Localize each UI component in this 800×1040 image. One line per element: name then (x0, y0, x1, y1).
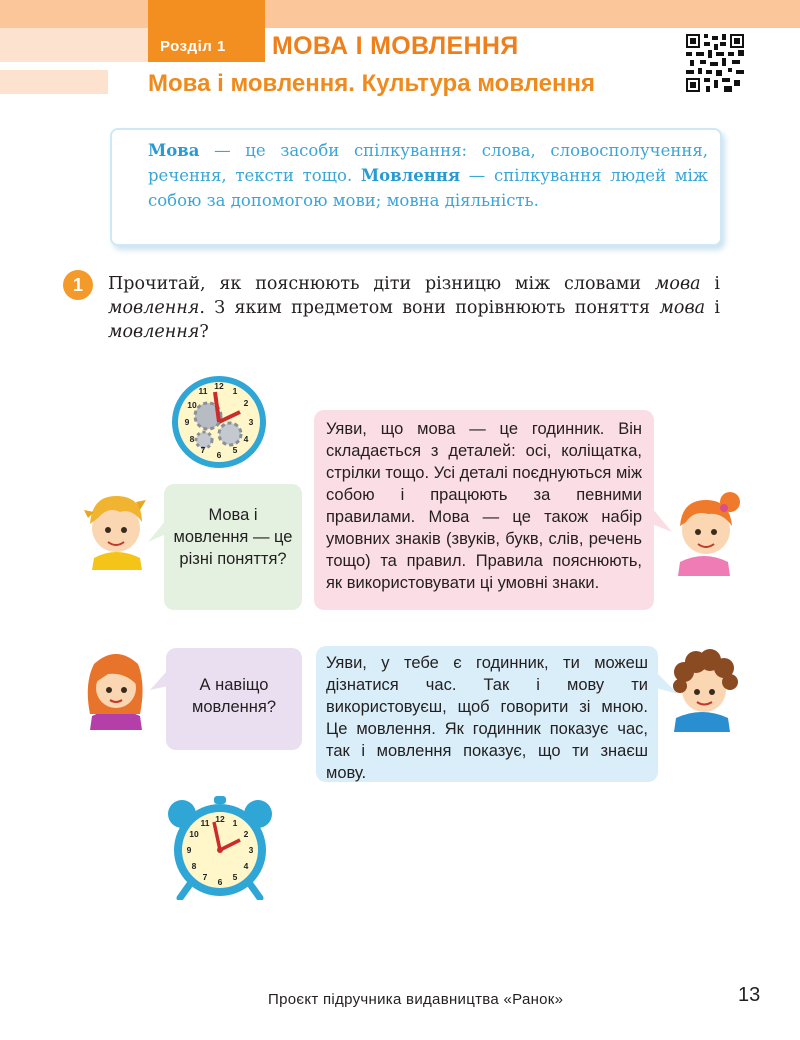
clock-number: 8 (191, 861, 197, 871)
task-word: мовлення (108, 298, 200, 318)
girl-avatar-long-hair (78, 644, 154, 730)
gear-clock-illustration (168, 374, 270, 470)
clock-number: 4 (243, 861, 249, 871)
page-number: 13 (738, 984, 761, 1006)
clock-number: 11 (198, 386, 208, 396)
clock-number: 9 (184, 417, 190, 427)
clock-number: 11 (200, 818, 210, 828)
clock-number: 8 (189, 434, 195, 444)
section-title: МОВА І МОВЛЕННЯ (272, 32, 519, 60)
clock-number: 10 (189, 829, 199, 839)
clock-number: 6 (216, 450, 222, 460)
section-label: Розділ 1 (160, 38, 226, 55)
girl-avatar-pigtails (664, 486, 744, 576)
clock-number: 9 (186, 845, 192, 855)
clock-number: 3 (248, 845, 254, 855)
task-part: і (705, 298, 721, 318)
speech-bubble-answer-2: Уяви, у тебе є годинник, ти можеш дізнатися час. Так і мову ти використовуєш, щоб говорити зі мною. Це мовлення. Як годинник показує час, так і мовлення показує, що ти знаєш мову. (316, 646, 658, 782)
curly-boy-avatar (662, 640, 744, 732)
task-part: і (700, 274, 720, 294)
header-strip (0, 28, 148, 62)
task-part: Прочитай, як пояснюють діти різницю між словами (108, 274, 655, 294)
speech-bubble-question-2: А навіщо мовлення? (166, 648, 302, 750)
clock-number: 5 (232, 872, 238, 882)
clock-number: 5 (232, 445, 238, 455)
clock-number: 2 (243, 398, 249, 408)
header-band (0, 0, 800, 28)
task-number-badge: 1 (63, 270, 93, 300)
publisher-footer: Проєкт підручника видавництва «Ранок» (268, 991, 564, 1008)
clock-number: 2 (243, 829, 249, 839)
clock-number: 3 (248, 417, 254, 427)
task-word: мова (659, 298, 706, 318)
clock-number: 6 (217, 877, 223, 887)
lesson-title: Мова і мовлення. Культура мовлення (148, 70, 596, 97)
alarm-clock-illustration (160, 794, 280, 900)
clock-number: 10 (187, 400, 197, 410)
definition-movlennia-text: — спілкування людей між собою за допомогою мови; мовна діяльність. (148, 166, 708, 210)
definition-term-movlennia: Мовлення (360, 166, 461, 185)
clock-number: 7 (200, 445, 206, 455)
clock-number: 1 (232, 818, 238, 828)
qr-code-icon[interactable] (686, 34, 744, 92)
boy-avatar (80, 488, 152, 570)
clock-number: 12 (214, 381, 224, 391)
definition-text (148, 138, 708, 213)
clock-number: 4 (243, 434, 249, 444)
clock-number: 12 (215, 814, 225, 824)
task-word: мовлення (108, 322, 200, 342)
speech-bubble-answer-1: Уяви, що мова — це годинник. Він складається з деталей: осі, коліщатка, стрілки тощо. Усі деталі поєднуються між собою і працюють за певними правилами. Мова — це також набір умовних знаків (звуків, букв, слів, речень тощо) та правил. Правила пояснюють, як використовувати ці умовні знаки. (314, 410, 654, 610)
task-text (108, 272, 720, 344)
task-part: ? (199, 322, 209, 342)
speech-bubble-question-1: Мова і мовлення — це різні поняття? (164, 484, 302, 610)
definition-term-mova: Мова (148, 141, 200, 160)
definition-mova-text: — це засоби спілкування: слова, словосполучення, речення, тексти тощо. (148, 141, 708, 185)
task-part: . З яким предметом вони порівнюють поняття (199, 298, 660, 318)
header-strip-lower (0, 70, 108, 94)
clock-number: 7 (202, 872, 208, 882)
task-word: мова (654, 274, 701, 294)
clock-number: 1 (232, 386, 238, 396)
